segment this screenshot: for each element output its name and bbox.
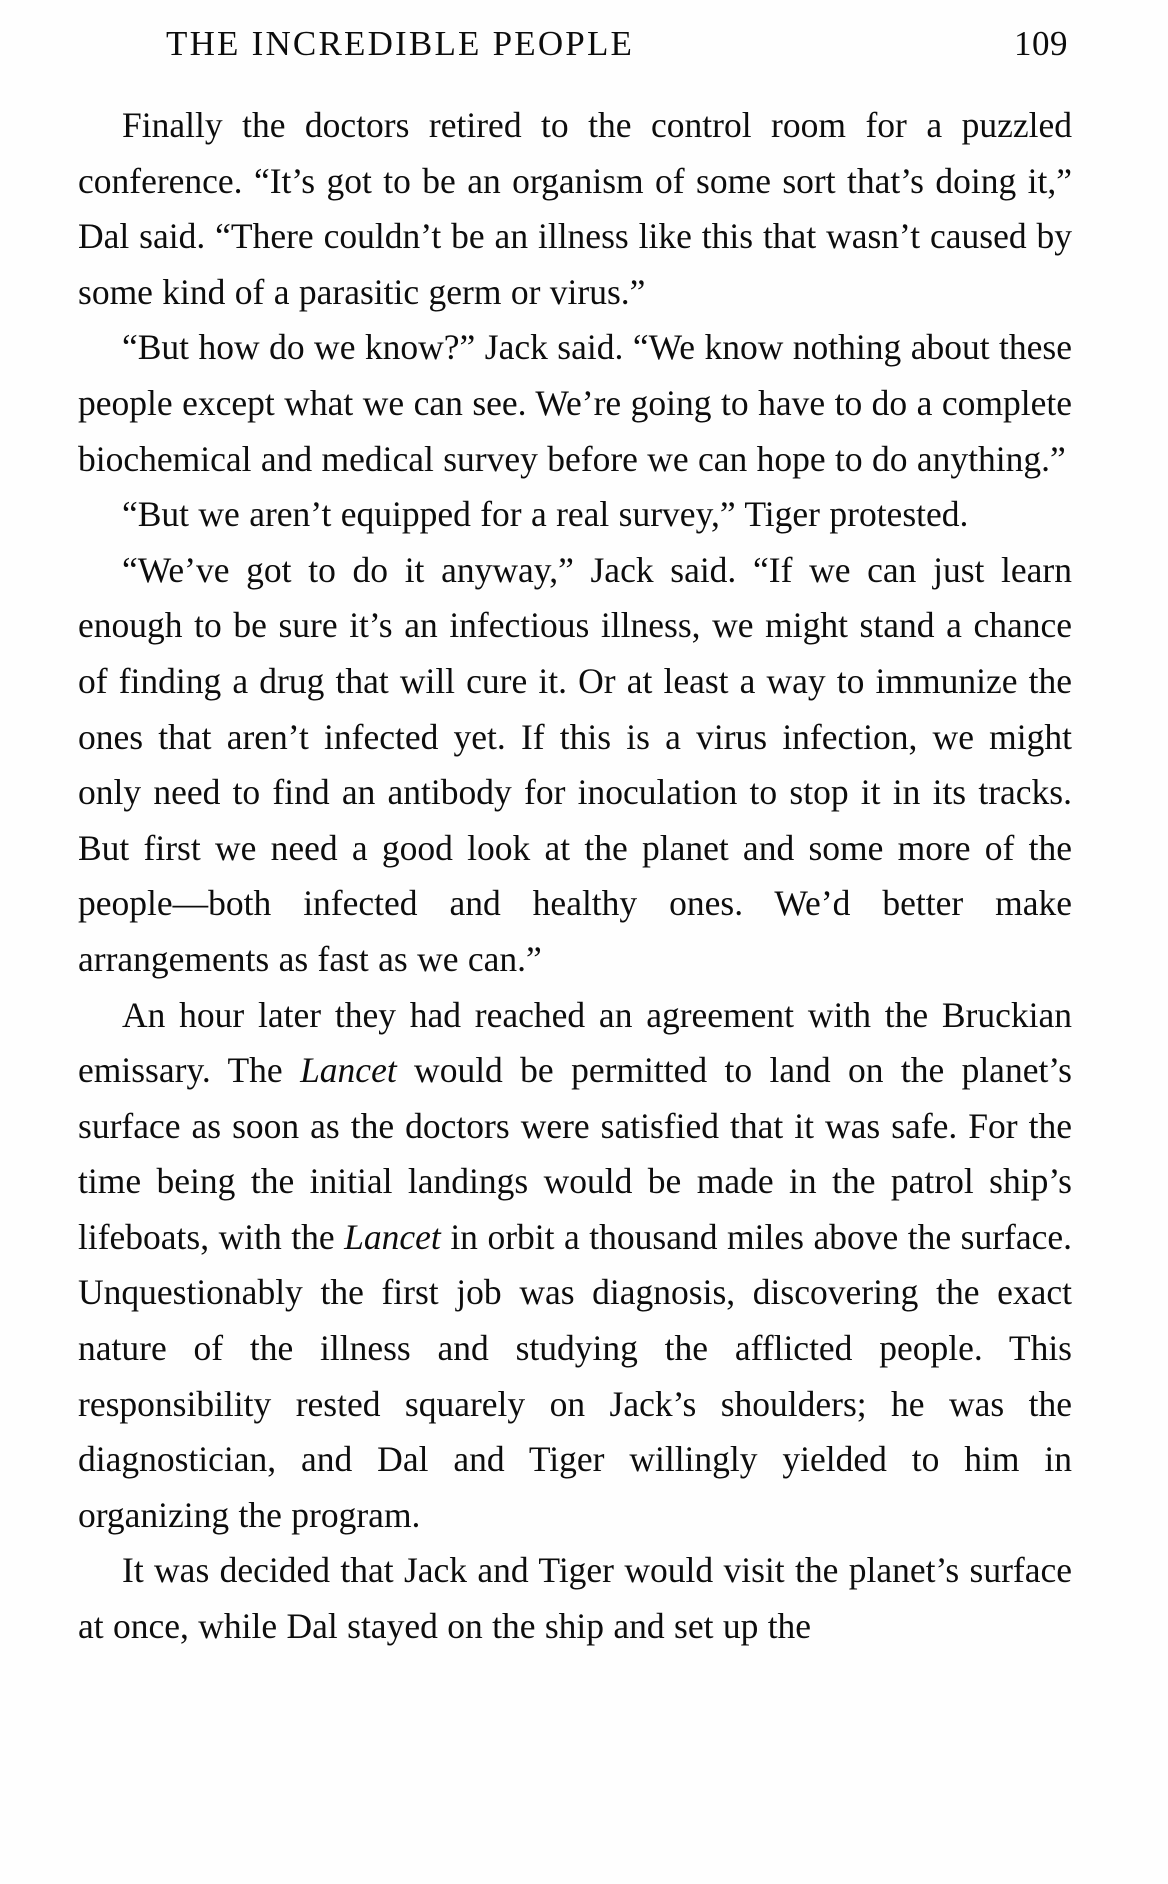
page-header [78, 24, 1072, 64]
page-number: 109 [1014, 24, 1068, 63]
italic-term: Lancet [300, 1050, 397, 1091]
paragraph: “We’ve got to do it anyway,” Jack said. “If we can just learn enough to be sure it’s an infectious illness, we might stand a chance of finding a drug that will cure it. Or at least a way to immunize the ones that aren’t infected yet. If this is a virus infection, we might only need to find an antibody for inoculation to stop it in its tracks. But first we need a good look at the planet and some more of the people—both infected and healthy ones. We’d better make arrangements as fast as we can.” [78, 549, 1072, 979]
running-title: THE INCREDIBLE PEOPLE [166, 24, 635, 63]
paragraph: Finally the doctors retired to the control room for a puzzled conference. “It’s got to be an organism of some sort that’s doing it,” Dal said. “There couldn’t be an illness like this that wasn’t caused by some kind of a parasitic germ or virus.” [78, 105, 1072, 312]
paragraph: An hour later they had reached an agreement with the Bruckian emissary. The Lancet would be permitted to land on the planet’s surface as soon as the doctors were satisfied that it was safe. For the time being the initial landings would be made in the patrol ship’s lifeboats, with the Lancet in orbit a thousand miles above the surface. Unquestionably the first job was diagnosis, discovering the exact nature of the illness and studying the afflicted people. This responsibility rested squarely on Jack’s shoulders; he was the diagnostician, and Dal and Tiger willingly yielded to him in organizing the program. [78, 994, 1072, 1535]
paragraph: It was decided that Jack and Tiger would visit the planet’s surface at once, while Dal stayed on the ship and set up the [78, 1550, 1072, 1647]
paragraph: “But we aren’t equipped for a real survey,” Tiger protested. [122, 494, 969, 535]
body-text [78, 98, 1072, 1655]
italic-term: Lancet [344, 1216, 441, 1257]
paragraph: “But how do we know?” Jack said. “We know nothing about these people except what we can see. We’re going to have to do a complete biochemical and medical survey before we can hope to do anything.” [78, 327, 1072, 479]
